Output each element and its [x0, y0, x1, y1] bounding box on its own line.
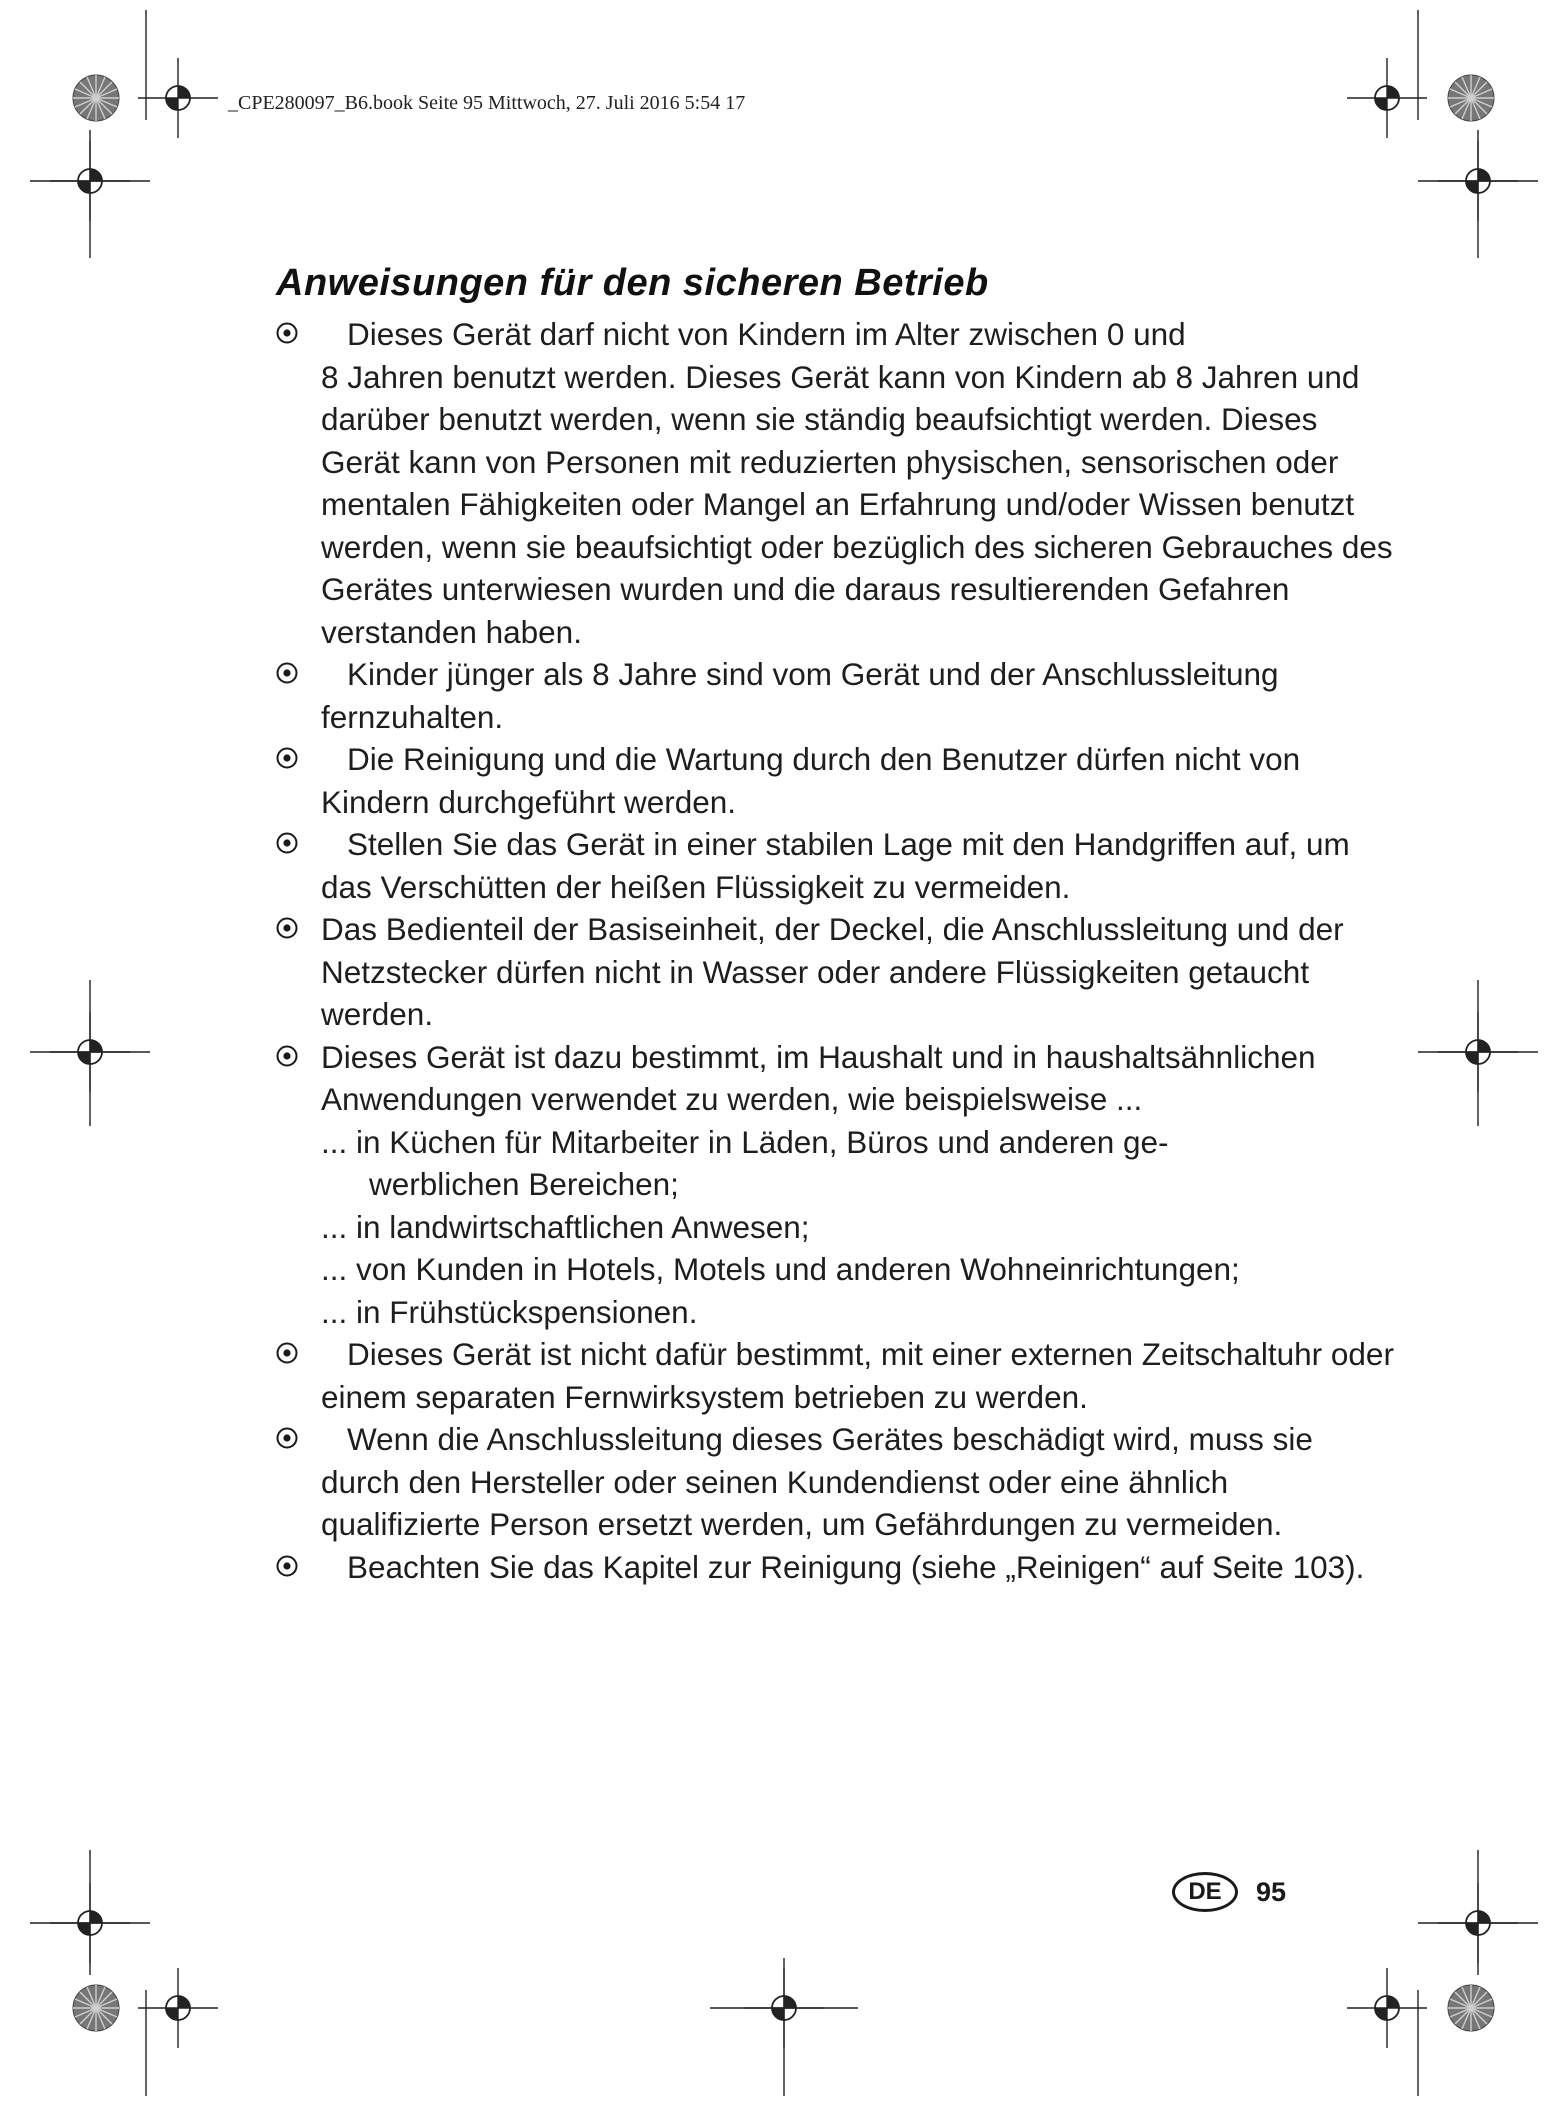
list-item: [276, 1333, 1396, 1418]
list-item: [276, 823, 1396, 908]
sublist-item-text: ... in Küchen für Mitarbeiter in Läden, Büros und anderen ge-: [321, 1123, 1169, 1160]
sublist-item: [276, 1291, 1396, 1334]
target-bullet-icon: [276, 1342, 298, 1364]
usage-sublist: [276, 1121, 1396, 1334]
instruction-list: [276, 313, 1396, 1588]
target-bullet-icon: [276, 1427, 298, 1449]
item-text-continued: 8 Jahren benutzt werden. Dieses Gerät kann von Kindern ab 8 Jahren und darüber benutzt werden, wenn sie ständig beaufsichtigt werden. Dieses Gerät kann von Personen mit reduzierten physischen, sensorischen oder mentalen Fähigkeiten oder Mangel an Erfahrung und/oder Wissen benutzt werden, wenn sie beaufsichtigt oder bezüglich des sicheren Gebrauches des Gerätes unterwiesen wurden und die daraus resultierenden Gefahren verstanden haben.: [321, 358, 1393, 650]
target-bullet-icon: [276, 1555, 298, 1577]
item-text: Das Bedienteil der Basiseinheit, der Deckel, die Anschlussleitung und der Netzstecker dürfen nicht in Wasser oder andere Flüssigkeiten getaucht werden.: [321, 911, 1344, 1032]
item-text: Wenn die Anschlussleitung dieses Gerätes beschädigt wird, muss sie durch den Hersteller oder seinen Kundendienst oder eine ähnlich qualifizierte Person ersetzt werden, um Gefährdungen zu vermeiden.: [321, 1421, 1313, 1542]
target-bullet-icon: [276, 917, 298, 939]
sublist-item: [276, 1248, 1396, 1291]
page-number: 95: [1256, 1876, 1287, 1907]
list-item: [276, 653, 1396, 738]
target-bullet-icon: [276, 322, 298, 344]
list-item: [276, 738, 1396, 823]
item-text: Beachten Sie das Kapitel zur Reinigung (siehe „Reinigen“ auf Seite 103).: [347, 1548, 1365, 1585]
item-text: Kinder jünger als 8 Jahre sind vom Gerät und der Anschlussleitung fernzuhalten.: [321, 656, 1279, 735]
target-bullet-icon: [276, 662, 298, 684]
sublist-item: [276, 1206, 1396, 1249]
section-title: Anweisungen für den sicheren Betrieb: [276, 262, 989, 304]
language-badge: DE: [1172, 1872, 1238, 1912]
sublist-item-text: ... in Frühstückspensionen.: [321, 1293, 698, 1330]
list-item: [276, 313, 1396, 653]
list-item: [276, 908, 1396, 1036]
sublist-item-text: ... in landwirtschaftlichen Anwesen;: [321, 1208, 810, 1245]
item-text: Stellen Sie das Gerät in einer stabilen Lage mit den Handgriffen auf, um das Verschütten der heißen Flüssigkeit zu vermeiden.: [321, 826, 1350, 905]
print-slug-header: _CPE280097_B6.book Seite 95 Mittwoch, 27. Juli 2016 5:54 17: [228, 92, 746, 114]
sublist-item-continued: werblichen Bereichen;: [369, 1166, 679, 1202]
item-text: Dieses Gerät ist nicht dafür bestimmt, mit einer externen Zeitschaltuhr oder einem separaten Fernwirksystem betrieben zu werden.: [321, 1336, 1394, 1415]
list-item: [276, 1036, 1396, 1121]
list-item: [276, 1418, 1396, 1546]
target-bullet-icon: [276, 832, 298, 854]
target-bullet-icon: [276, 747, 298, 769]
item-text: Die Reinigung und die Wartung durch den Benutzer dürfen nicht von Kindern durchgeführt werden.: [321, 741, 1301, 820]
item-text: Dieses Gerät ist dazu bestimmt, im Haushalt und in haushaltsähnlichen Anwendungen verwendet zu werden, wie beispielsweise ...: [321, 1038, 1316, 1117]
item-text: Dieses Gerät darf nicht von Kindern im Alter zwischen 0 und: [347, 316, 1186, 352]
sublist-item-text: ... von Kunden in Hotels, Motels und anderen Wohneinrichtungen;: [321, 1251, 1240, 1287]
list-item: [276, 1546, 1396, 1589]
sublist-item: [276, 1121, 1396, 1206]
page-footer: [1172, 1872, 1286, 1912]
safety-instructions-section: [276, 262, 1396, 1588]
target-bullet-icon: [276, 1045, 298, 1067]
